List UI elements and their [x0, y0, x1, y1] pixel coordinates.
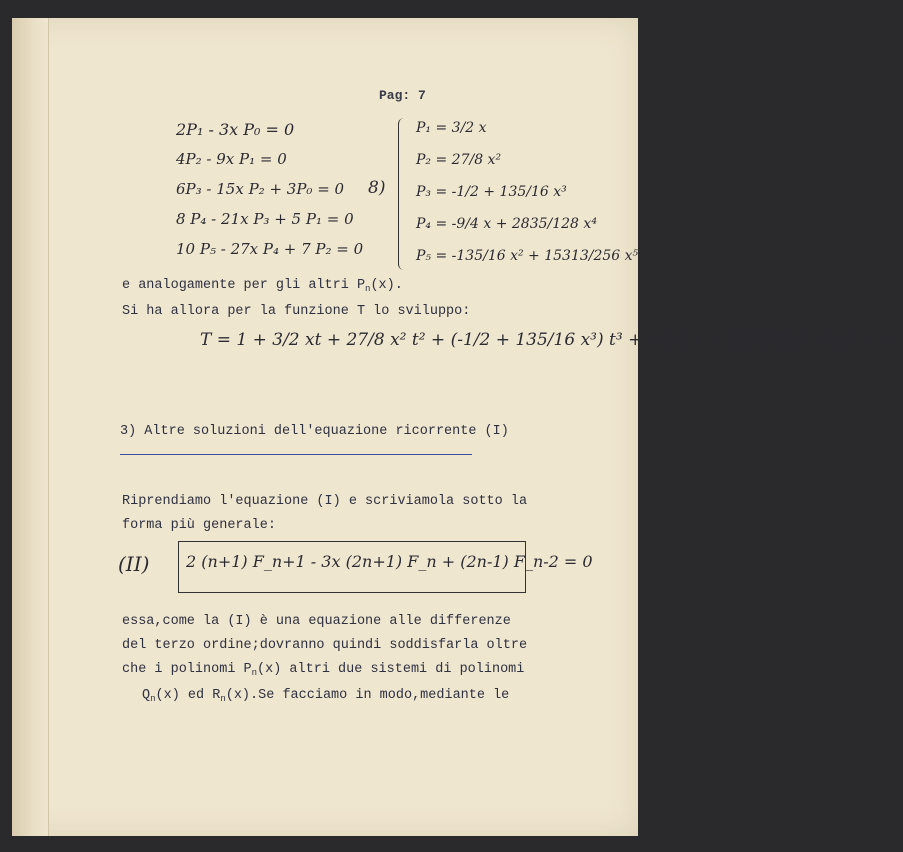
- boxed-equation: 2 (n+1) F_n+1 - 3x (2n+1) F_n + (2n-1) F_n-2 = 0: [186, 552, 593, 571]
- solution-line: P₅ = -135/16 x² + 15313/256 x⁵: [416, 248, 639, 264]
- recurrence-line: 6P₃ - 15x P₂ + 3P₀ = 0: [176, 180, 345, 198]
- recurrence-line: 8 P₄ - 21x P₃ + 5 P₁ = 0: [176, 210, 354, 228]
- paragraph-line: forma più generale:: [122, 518, 276, 533]
- section-underline: [120, 454, 472, 455]
- page-number: Pag: 7: [379, 88, 426, 103]
- expansion-formula: T = 1 + 3/2 xt + 27/8 x² t² + (-1/2 + 135/16 x³) t³ + (-9/4 x + 2835/128 x⁴) t⁴ + ....: [200, 330, 903, 350]
- solution-line: P₃ = -1/2 + 135/16 x³: [416, 184, 567, 200]
- recurrence-line: 2P₁ - 3x P₀ = 0: [176, 120, 295, 139]
- solution-line: P₄ = -9/4 x + 2835/128 x⁴: [416, 216, 597, 232]
- paragraph-line: essa,come la (I) è una equazione alle differenze: [122, 614, 511, 629]
- recurrence-line: 10 P₅ - 27x P₄ + 7 P₂ = 0: [176, 240, 364, 258]
- equation-label: 8): [368, 178, 386, 198]
- paragraph-line: $Q_n(x)$ ed $R_n(x).Se$ facciamo in modo,mediante le: [142, 688, 510, 704]
- solution-line: P₁ = 3/2 x: [416, 120, 487, 136]
- section-title: 3) Altre soluzioni dell'equazione ricorrente (I): [120, 424, 509, 439]
- boxed-label: (II): [118, 552, 150, 576]
- paragraph-line: Riprendiamo l'equazione (I) e scriviamola sotto la: [122, 494, 528, 509]
- book-spine-shadow: [12, 18, 49, 836]
- solution-line: P₂ = 27/8 x²: [416, 152, 502, 168]
- recurrence-line: 4P₂ - 9x P₁ = 0: [176, 150, 287, 168]
- system-brace: [398, 118, 409, 270]
- paragraph-line: che i polinomi $P_n(x)$ altri due sistemi di polinomi: [122, 662, 525, 678]
- paragraph-line: del terzo ordine;dovranno quindi soddisfarla oltre: [122, 638, 528, 653]
- sviluppo-line: Si ha allora per la funzione T lo sviluppo:: [122, 304, 471, 319]
- analog-line: e analogamente per gli altri $P_n(x)$.: [122, 278, 403, 294]
